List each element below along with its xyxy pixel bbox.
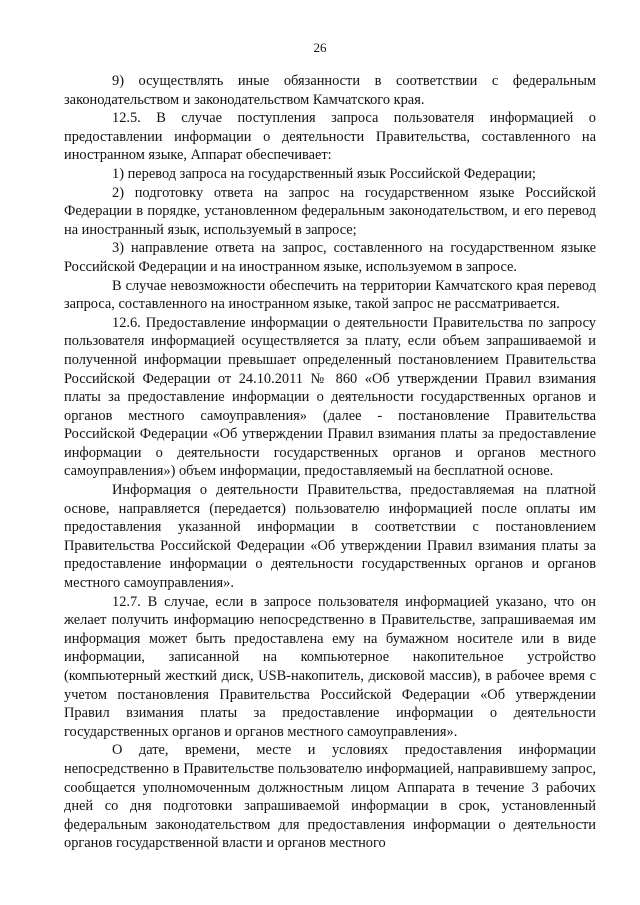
paragraph-list-item-3: 3) направление ответа на запрос, составленного на государственном языке Российской Федерации и на иностранном языке, используемом в запросе. — [64, 240, 596, 275]
paragraph-translation-impossible: В случае невозможности обеспечить на территории Камчатского края перевод запроса, составленного на иностранном языке, такой запрос не рассматривается. — [64, 277, 596, 313]
document-body — [64, 72, 596, 853]
paragraph-paid-information: Информация о деятельности Правительства, предоставляемая на платной основе, направляется (передается) пользователю информацией после оплаты им предоставления указанной информации в соответствии с постановлением Правительства Российской Федерации «Об утверждении Правил взимания платы за предоставление информации о деятельности государственных органов и органов местного самоуправления». — [64, 482, 596, 592]
paragraph-date-time-place: О дате, времени, месте и условиях предоставления информации непосредственно в Правительстве пользователю информацией, направившему запрос, сообщается уполномоченным должностным лицом Аппарата в течение 3 рабочих дней со дня подготовки запрашиваемой информации в срок, установленный федеральным законодательством для предоставления информации о деятельности органов государственной власти и органов местного — [64, 742, 596, 852]
paragraph-list-item-1: 1) перевод запроса на государственный язык Российской Федерации; — [112, 165, 536, 182]
paragraph-list-item-2: 2) подготовку ответа на запрос на государственном языке Российской Федерации в порядке, установленном федеральным законодательством, и его перевод на иностранный язык, используемый в запросе; — [64, 184, 596, 238]
paragraph-item-9: 9) осуществлять иные обязанности в соответствии с федеральным законодательством и законодательством Камчатского края. — [64, 73, 596, 108]
paragraph-12-6: 12.6. Предоставление информации о деятельности Правительства по запросу пользователя информацией осуществляется за плату, если объем запрашиваемой и полученной информации превышает определенный постановлением Правительства Российской Федерации от 24.10.2011 № 860 «Об утверждении Правил взимания платы за предоставление информации о деятельности государственных органов и органов местного самоуправления» (далее - постановление Правительства Российской Федерации «Об утверждении Правил взимания платы за предоставление информации о деятельности государственных органов и органов местного самоуправления») объем информации, предоставляемый на бесплатной основе. — [64, 314, 596, 480]
page-number: 26 — [313, 40, 327, 55]
paragraph-12-7: 12.7. В случае, если в запросе пользователя информацией указано, что он желает получить информацию непосредственно в Правительстве, запрашиваемая им информация может быть предоставлена ему на бумажном носителе или в виде информации, записанной на компьютерное накопительное устройство (компьютерный жесткий диск, USB-накопитель, дисковой массив), в рабочее время с учетом постановления Правительства Российской Федерации «Об утверждении Правил взимания платы за предоставление информации о деятельности государственных органов и органов местного самоуправления». — [64, 593, 596, 740]
paragraph-12-5: 12.5. В случае поступления запроса пользователя информацией о предоставлении информации о деятельности Правительства, составленного на иностранном языке, Аппарат обеспечивает: — [64, 110, 596, 164]
